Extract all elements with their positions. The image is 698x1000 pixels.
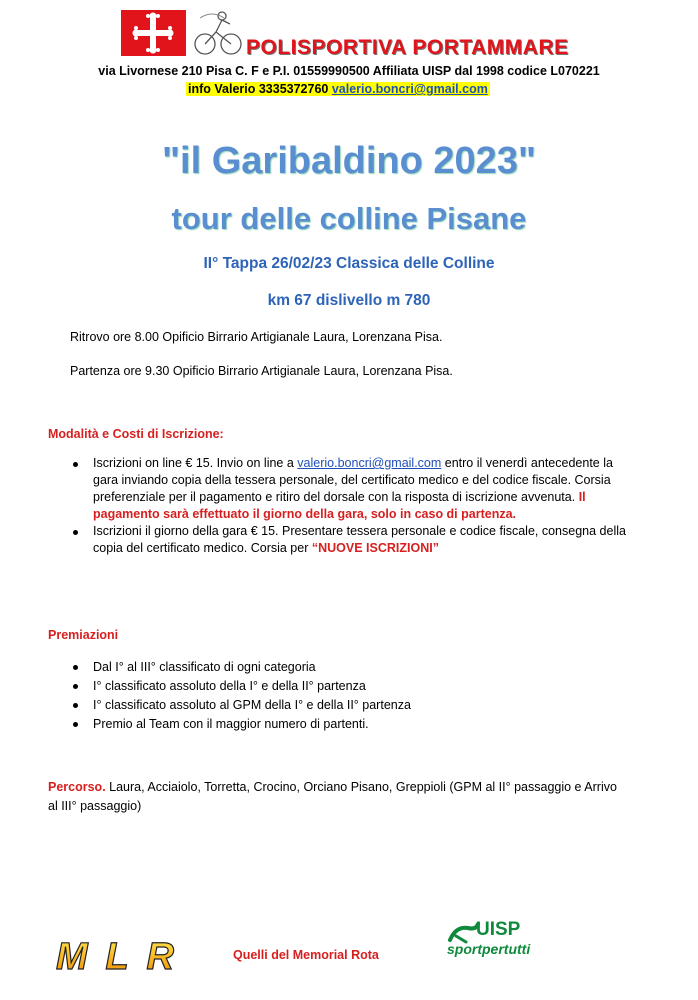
uisp-tagline: sportpertutti [447,941,531,957]
contact-info-text: info Valerio 3335372760 [188,82,332,96]
cyclist-emblem-icon [192,8,244,58]
event-title: "il Garibaldino 2023" [162,140,536,182]
club-name: POLISPORTIVA PORTAMMARE [246,36,569,59]
contact-info [186,82,490,96]
registration-heading: Modalità e Costi di Iscrizione: [48,427,224,441]
event-subtitle: tour delle colline Pisane [171,201,527,236]
registration-list [68,455,628,557]
awards-heading: Premiazioni [48,628,119,642]
list-item [68,523,628,557]
list-item [68,455,628,523]
registration-race-day-text: Iscrizioni il giorno della gara € 15. Presentare tessera personale e codice fiscale, consegna della copia del certificato medico. Corsia per [93,524,626,555]
memorial-text: Quelli del Memorial Rota [233,948,379,962]
list-item: Premio al Team con il maggior numero di partenti. [68,715,628,734]
list-item: I° classificato assoluto al GPM della I° e della II° partenza [68,696,628,715]
contact-email-link[interactable]: valerio.boncri@gmail.com [331,82,488,96]
route-info [48,778,618,816]
list-item: I° classificato assoluto della I° e della II° partenza [68,677,628,696]
pisa-cross-flag-logo [121,10,186,56]
distance-info: km 67 dislivello m 780 [267,292,431,309]
awards-list [68,658,628,734]
mlr-logo [52,935,180,975]
meeting-info: Ritrovo ore 8.00 Opificio Birrario Artigianale Laura, Lorenzana Pisa. [70,330,443,344]
mlr-logo-text: MLR [56,936,174,975]
route-label: Percorso. [48,780,106,794]
registration-online-details: entro il venerdì antecedente la gara inviando copia della tessera personale, del certificato medico e del codice fiscale. Corsia preferenziale per il pagamento e ritiro del dorsale con la risposta di iscrizione avvenuta. [93,456,613,504]
registration-online-text: Iscrizioni on line € 15. Invio on line a [93,456,298,470]
club-address: via Livornese 210 Pisa C. F e P.I. 01559990500 Affiliata UISP dal 1998 codice L070221 [98,64,600,78]
route-text: Laura, Acciaiolo, Torretta, Crocino, Orciano Pisano, Greppioli (GPM al II° passaggio e Arrivo al III° passaggio) [48,780,617,813]
list-item: Dal I° al III° classificato di ogni categoria [68,658,628,677]
stage-info: II° Tappa 26/02/23 Classica delle Colline [203,255,495,272]
payment-note: Il pagamento sarà effettuato il giorno della gara, solo in caso di partenza. [93,490,586,521]
departure-info: Partenza ore 9.30 Opificio Birrario Artigianale Laura, Lorenzana Pisa. [70,364,453,378]
uisp-name: UISP [476,919,521,940]
new-registrations-lane: “NUOVE ISCRIZIONI” [311,541,439,555]
registration-email-link[interactable]: valerio.boncri@gmail.com [297,456,442,470]
